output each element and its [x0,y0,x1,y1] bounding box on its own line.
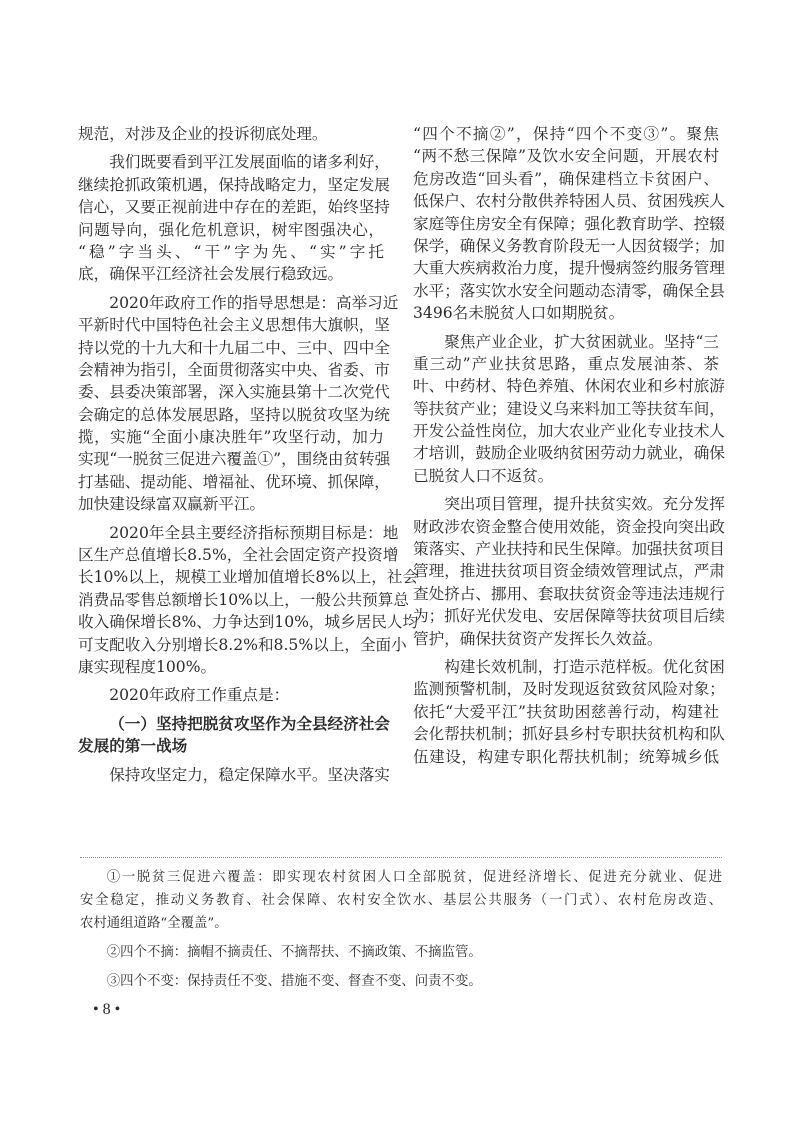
left-column [78,123,419,792]
text-line: 实现“一脱贫三促进六覆盖①”，围绕由贫转强 [78,450,391,469]
text-line: 问题导向，强化危机意识，树牢图强决心， [78,220,384,239]
text-line: 区生产总值增长8.5%，全社会固定资产投资增 [78,546,399,565]
text-line: 信心，又要正视前进中存在的差距，始终坚持 [78,198,390,217]
text-line: 依托“大爱平江”扶贫助困慈善行动，构建社 [413,702,719,721]
text-line: 伍建设，构建专职化帮扶机制；统筹城乡低 [413,747,719,766]
footnotes [80,866,722,999]
text-line: 继续抢抓政策机遇，保持战略定力，坚定发展 [78,175,390,194]
text-line: 康实现程度100%。 [78,657,217,676]
text-line: 构建长效机制，打造示范样板。优化贫困 [444,657,725,676]
text-line: 规范，对涉及企业的投诉彻底处理。 [78,125,328,143]
text-line: 会精神为指引，全面贯彻落实中央、省委、市 [78,360,390,379]
paragraph [78,764,390,786]
text-line: 已脱贫人口不返贫。 [413,466,554,485]
text-line: 委、县委决策部署，深入实施县第十二次党代 [78,383,390,402]
text-line: 重三动”产业扶贫思路，重点发展油茶、茶 [413,354,719,373]
text-line: 低保户、农村分散供养特困人员、贫困残疾人 [413,192,725,211]
text-line: “四个不摘②”，保持“四个不变③”。聚焦 [413,125,719,143]
paragraph [78,522,419,679]
right-column [413,123,725,774]
text-line: 查处挤占、挪用、套取扶贫资金等违法违规行 [413,584,725,603]
text-line: “两不愁三保障”及饮水安全问题，开展农村 [413,147,719,166]
text-line: ②四个不摘：摘帽不摘责任、不摘帮扶、不摘政策、不摘监管。 [106,945,482,960]
paragraph [78,151,390,285]
text-line: 加快建设绿富双赢新平江。 [78,495,266,514]
footnote-divider [80,857,722,858]
paragraph [413,331,725,488]
text-line: 保持攻坚定力，稳定保障水平。坚决落实 [109,765,390,784]
text-line: 发展的第一战场 [78,736,188,756]
paragraph [78,684,384,706]
text-line: ③四个不变：保持责任不变、措施不变、督查不变、问责不变。 [106,974,482,989]
text-line: 2020年全县主要经济指标预期目标是：地 [109,523,399,542]
paragraph [413,656,725,768]
text-line: 3496名未脱贫人口如期脱贫。 [413,304,625,323]
text-line: 突出项目管理，提升扶贫实效。充分发挥 [444,495,725,514]
text-line: 聚焦产业企业，扩大贫困就业。坚持“三 [444,332,719,351]
paragraph [413,123,725,325]
text-line: 长10%以上，规模工业增加值增长8%以上，社会 [78,568,419,587]
text-line: 可支配收入分别增长8.2%和8.5%以上，全面小 [78,635,407,654]
paragraph [413,493,725,650]
text-line: “稳”字当头、“干”字为先、“实”字托 [78,242,384,261]
text-line: 财政涉农资金整合使用效能，资金投向突出政 [413,517,725,536]
text-line: 危房改造“回头看”，确保建档立卡贫困户、 [413,169,719,188]
text-line: 消费品零售总额增长10%以上，一般公共预算总 [78,590,409,609]
paragraph [80,866,722,935]
text-line: 叶、中药材、特色养殖、休闲农业和乡村旅游 [413,377,725,396]
text-line: 才培训，鼓励企业吸纳贫困劳动力就业，确保 [413,444,725,463]
text-line: 持以党的十九大和十九届二中、三中、四中全 [78,338,390,357]
text-line: 平新时代中国特色社会主义思想伟大旗帜，坚 [78,316,390,335]
text-line: 农村通组道路“全覆盖”。 [80,916,228,931]
text-line: 监测预警机制，及时发现返贫致贫风险对象； [413,680,725,699]
text-line: 管护，确保扶贫资产发挥长久效益。 [413,629,663,648]
text-line: 策落实、产业扶持和民生保障。加强扶贫项目 [413,540,725,559]
text-line: 水平；落实饮水安全问题动态清零，确保全县 [413,281,725,300]
text-line: 开发公益性岗位，加大农业产业化专业技术人 [413,422,725,441]
text-line: 收入确保增长8%、力争达到10%，城乡居民人均 [78,613,419,632]
text-line: 打基础、提动能、增福祉、优环境、抓保障， [78,472,390,491]
text-line: 家庭等住房安全有保障；强化教育助学、控辍 [413,214,725,233]
text-line: 保学，确保义务教育阶段无一人因贫辍学；加 [413,236,725,255]
paragraph [78,292,399,516]
text-line: （一）坚持把脱贫攻坚作为全县经济社会 [109,713,390,733]
text-line: 我们既要看到平江发展面临的诸多利好， [109,153,390,172]
text-line: 会化帮扶机制；抓好县乡村专职扶贫机构和队 [413,725,725,744]
text-line: 2020年政府工作的指导思想是：高举习近 [109,293,399,312]
text-line: 揽，实施“全面小康决胜年”攻坚行动，加力 [78,428,384,447]
text-line: 2020年政府工作重点是： [109,686,290,705]
text-line: 安全稳定，推动义务教育、社会保障、农村安全饮水、基层公共服务（一门式）、农村危房改造、 [80,893,722,908]
text-line: 会确定的总体发展思路，坚持以脱贫攻坚为统 [78,405,390,424]
text-line: 底，确保平江经济社会发展行稳致远。 [78,265,344,284]
section-heading [78,713,390,758]
paragraph [78,123,384,145]
text-line: 等扶贫产业；建设义乌来料加工等扶贫车间， [413,399,725,418]
text-line: 大重大疾病救治力度，提升慢病签约服务管理 [413,259,725,278]
text-line: ①一脱贫三促进六覆盖：即实现农村贫困人口全部脱贫，促进经济增长、促进充分就业、促进 [106,870,722,885]
paragraph [80,941,722,964]
text-line: 为；抓好光伏发电、安居保障等扶贫项目后续 [413,607,725,626]
text-line: 管理，推进扶贫项目资金绩效管理试点，严肃 [413,562,725,581]
page-number: • 8 • [93,1001,121,1018]
paragraph [80,970,722,993]
